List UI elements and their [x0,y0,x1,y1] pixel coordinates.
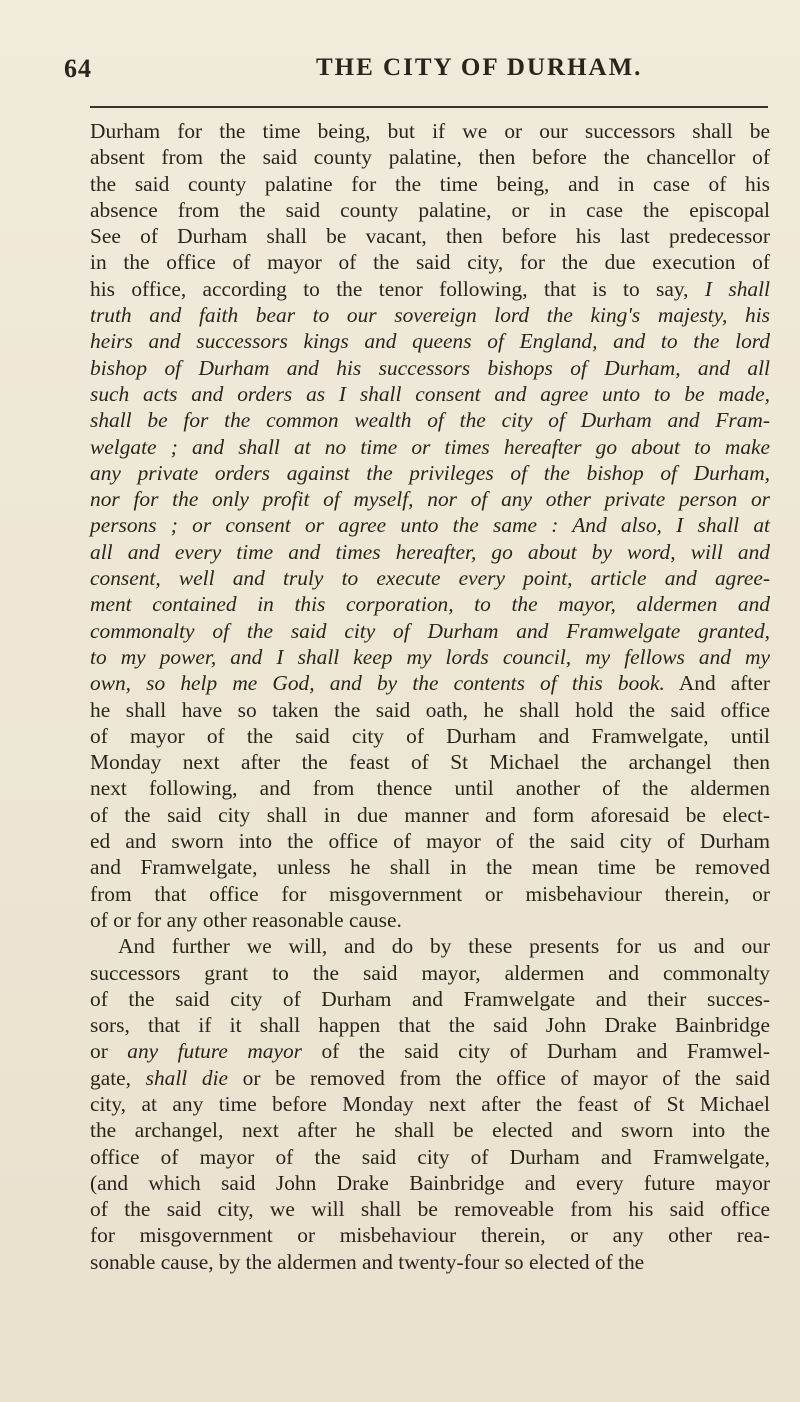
roman-text: the archangel, next after he shall be elected and sworn into the [90,1118,770,1143]
text-line [90,249,770,275]
body-text [90,118,770,1275]
italic-text: to my power, and I shall keep my lords council, my fellows and my [90,644,770,669]
text-line [90,644,770,670]
text-line [90,1222,770,1248]
text-line [90,723,770,749]
text-line [90,328,770,354]
text-line [90,171,770,197]
text-line [90,828,770,854]
text-line [90,881,770,907]
text-line [90,907,770,933]
roman-text: (and which said John Drake Bainbridge and every future mayor [90,1170,770,1195]
italic-text: shall die [145,1065,229,1090]
italic-text: welgate ; and shall at no time or times hereafter go about to make [90,434,770,459]
text-line [90,1065,770,1091]
text-line [90,1196,770,1222]
roman-text: and Framwelgate, unless he shall in the mean time be removed [90,855,770,880]
text-line [90,434,770,460]
roman-text: ed and sworn into the office of mayor of the said city of Durham [90,829,770,854]
roman-text: of the said city of Durham and Framwel- [302,1039,770,1064]
text-line [90,697,770,723]
text-line [90,670,770,696]
text-line [90,223,770,249]
roman-text: of the said city, we will shall be removeable from his said office [90,1197,770,1222]
roman-text: of the said city of Durham and Framwelgate and their succes- [90,986,770,1011]
text-line [90,407,770,433]
page-header [64,54,770,94]
roman-text: Monday next after the feast of St Michael the archangel then [90,750,770,775]
text-line [90,1170,770,1196]
roman-text: successors grant to the said mayor, aldermen and commonalty [90,960,770,985]
roman-text: his office, according to the tenor following, that is to say, [90,276,705,301]
text-line [90,512,770,538]
text-line [90,986,770,1012]
text-line [90,302,770,328]
text-line [90,539,770,565]
text-line [90,486,770,512]
text-line [90,1249,770,1275]
roman-text: city, at any time before Monday next after the feast of St Michael [90,1091,770,1116]
roman-text: office of mayor of the said city of Durham and Framwelgate, [90,1144,770,1169]
text-line [90,1038,770,1064]
roman-text: absence from the said county palatine, or in case the episcopal [90,197,770,222]
roman-text: absent from the said county palatine, then before the chancellor of [90,145,770,170]
page-number: 64 [64,54,92,83]
italic-text: own, so help me God, and by the contents of this book. [90,671,665,696]
text-line [90,1144,770,1170]
roman-text: sonable cause, by the aldermen and twenty-four so elected of the [90,1249,645,1274]
roman-text: sors, that if it shall happen that the said John Drake Bainbridge [90,1013,770,1038]
roman-text: And further we will, and do by these presents for us and our [118,934,770,959]
roman-text: from that office for misgovernment or misbehaviour therein, or [90,881,770,906]
text-line [90,749,770,775]
roman-text: in the office of mayor of the said city, for the due execution of [90,250,770,275]
italic-text: consent, well and truly to execute every point, article and agree- [90,566,770,591]
italic-text: commonalty of the said city of Durham and Framwelgate granted, [90,618,770,643]
header-rule [90,106,768,108]
roman-text: or be removed from the office of mayor of the said [228,1065,770,1090]
roman-text: he shall have so taken the said oath, he shall hold the said office [90,697,770,722]
roman-text: And after [664,671,770,696]
italic-text: persons ; or consent or agree unto the same : And also, I shall at [90,513,770,538]
text-line [90,276,770,302]
roman-text: gate, [90,1065,146,1090]
text-line [90,144,770,170]
text-line [90,591,770,617]
text-line [90,802,770,828]
italic-text: any future mayor [127,1039,302,1064]
text-line [90,775,770,801]
text-line [90,1091,770,1117]
text-line [90,1117,770,1143]
roman-text: Durham for the time being, but if we or our successors shall be [90,119,770,143]
text-line [90,118,770,144]
italic-text: heirs and successors kings and queens of England, and to the lord [90,329,770,354]
italic-text: any private orders against the privileges of the bishop of Durham, [90,460,770,485]
roman-text: See of Durham shall be vacant, then before his last predecessor [90,224,770,249]
roman-text: of or for any other reasonable cause. [90,907,402,932]
text-line [90,854,770,880]
text-line [90,1012,770,1038]
text-line [90,355,770,381]
text-line [90,381,770,407]
text-line [90,197,770,223]
italic-text: bishop of Durham and his successors bishops of Durham, and all [90,355,770,380]
text-line [90,460,770,486]
italic-text: all and every time and times hereafter, go about by word, will and [90,539,770,564]
roman-text: of mayor of the said city of Durham and Framwelgate, until [90,723,770,748]
text-line [90,618,770,644]
running-head: THE CITY OF DURHAM. [316,54,643,81]
text-line [90,565,770,591]
roman-text: the said county palatine for the time being, and in case of his [90,171,770,196]
roman-text: or [90,1039,128,1064]
italic-text: shall be for the common wealth of the city of Durham and Fram- [90,408,770,433]
italic-text: nor for the only profit of myself, nor of any other private person or [90,487,770,512]
roman-text: for misgovernment or misbehaviour therein, or any other rea- [90,1223,770,1248]
roman-text: of the said city shall in due manner and form aforesaid be elect- [90,802,770,827]
text-line [90,933,770,959]
italic-text: I shall [704,276,771,301]
text-line [90,960,770,986]
roman-text: next following, and from thence until another of the aldermen [90,776,770,801]
italic-text: truth and faith bear to our sovereign lord the king's majesty, his [90,303,770,328]
italic-text: such acts and orders as I shall consent and agree unto to be made, [90,381,770,406]
italic-text: ment contained in this corporation, to the mayor, aldermen and [90,592,770,617]
